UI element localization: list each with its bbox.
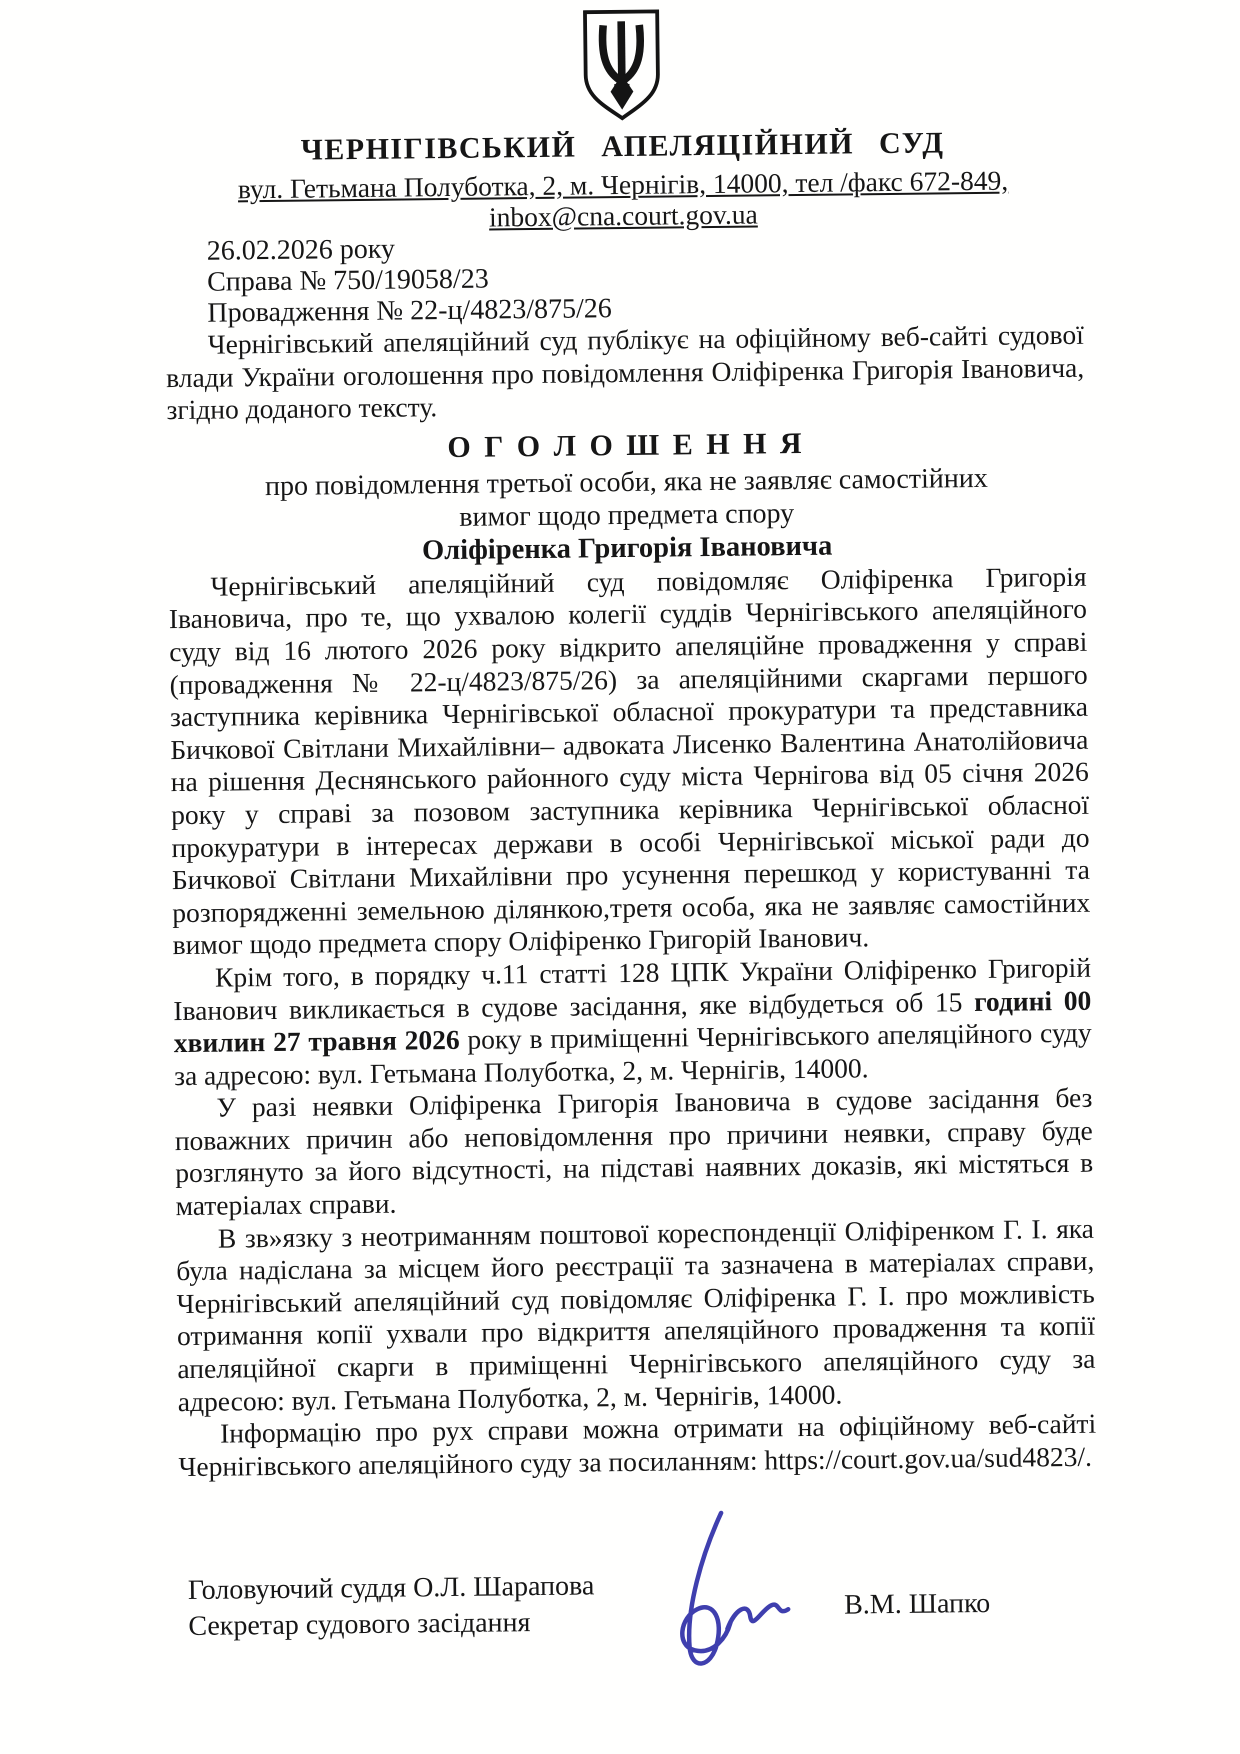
paragraph-2-hearing-datetime: годині 00 хвилин 27 травня 2026	[173, 984, 1092, 1059]
body-paragraph-4: В зв»язку з неотриманням поштової кореспонденції Оліфіренком Г. І. яка була надіслана за місцем його реєстрації та зазначена в матеріалах справи, Чернігівський апеляційний суд повідомляє Оліфіренка Г. І. про можливість отримання копії ухвали про відкриття апеляційного провадження та копії апеляційної скарги в приміщенні Чернігівського апеляційного суду за адресою: вул. Гетьмана Полуботка, 2, м. Чернігів, 14000.	[176, 1212, 1096, 1417]
date-line: 26.02.2026 року	[206, 233, 396, 267]
body-paragraph-5: Інформацію про рух справи можна отримати на офіційному веб-сайті Чернігівського апеляційного суду за посиланням: https://court.gov.ua/sud4823/.	[178, 1407, 1097, 1482]
paragraph-2-text-end: року в приміщенні Чернігівського апеляційного суду за адресою: вул. Гетьмана Полуботка, 2, м. Чернігів, 14000.	[173, 1016, 1092, 1091]
handwritten-signature-icon	[617, 1506, 809, 1691]
case-number-line: Справа № 750/19058/23	[206, 263, 489, 298]
document-sheet	[162, 1, 1100, 1754]
announcement-subtitle-line-2: вимог щодо предмета спору	[459, 497, 795, 533]
secretary-role-line: Секретар судового засідання	[188, 1607, 531, 1643]
court-email-line: inbox@cna.court.gov.ua	[488, 198, 758, 233]
body-paragraph-1: Чернігівський апеляційний суд повідомляє Оліфіренка Григорія Івановича, про те, що ухвалою колегії суддів Чернігівського апеляційного суду від 16 лютого 2026 року відкрито апеляційне провадження у справі (провадження № 22-ц/4823/875/26) за апеляційними скаргами першого заступника керівника Чернігівської обласної прокуратури та представника Бичкової Світлани Михайлівни– адвоката Лисенко Валентина Анатолійовича на рішення Деснянського районного суду міста Чернігова від 05 січня 2026 року у справі за позовом заступника керівника Чернігівської обласної прокуратури в інтересах держави в особі Чернігівської міської ради до Бичкової Світлани Михайлівни про усунення перешкод у користуванні та розпорядженні земельною ділянкою,третя особа, яка не заявляє самостійних вимог щодо предмета спору Оліфіренко Григорій Іванович.	[168, 560, 1091, 961]
signature-block	[180, 1565, 1100, 1754]
coat-of-arms-icon	[162, 3, 1081, 127]
announcement-subtitle-line-1: про повідомлення третьої особи, яка не заявляє самостійних	[264, 462, 988, 502]
judge-signature-line: Головуючий суддя О.Л. Шарапова	[187, 1570, 595, 1607]
secretary-name: В.М. Шапко	[843, 1588, 991, 1621]
intro-paragraph: Чернігівський апеляційний суд публікує на офіційному веб-сайті судової влади України оголошення про повідомлення Оліфіренка Григорія Івановича, згідно доданого тексту.	[166, 318, 1085, 426]
body-paragraph-3: У разі неявки Оліфіренка Григорія Івановича в судове засідання без поважних причин або неповідомлення про причини неявки, справу буде розглянуто за його відсутності, на підставі наявних доказів, які містяться в матеріалах справи.	[174, 1082, 1094, 1222]
proceeding-number-line: Провадження № 22-ц/4823/875/26	[207, 293, 612, 329]
court-name: ЧЕРНІГІВСЬКИЙ АПЕЛЯЦІЙНИЙ СУД	[300, 126, 945, 167]
paragraph-2-text-start: Крім того, в порядку ч.11 статті 128 ЦПК України Оліфіренко Григорій Іванович викликається в судове засідання, яке відбудеться об 15	[173, 951, 1092, 1026]
court-address-line: вул. Гетьмана Полуботка, 2, м. Чернігів, 14000, тел /факс 672-849,	[237, 164, 1009, 205]
subject-person-name: Оліфіренка Григорія Івановича	[421, 530, 833, 567]
body-paragraph-2	[173, 952, 1092, 1093]
announcement-title: О Г О Л О Ш Е Н Н Я	[447, 426, 805, 464]
